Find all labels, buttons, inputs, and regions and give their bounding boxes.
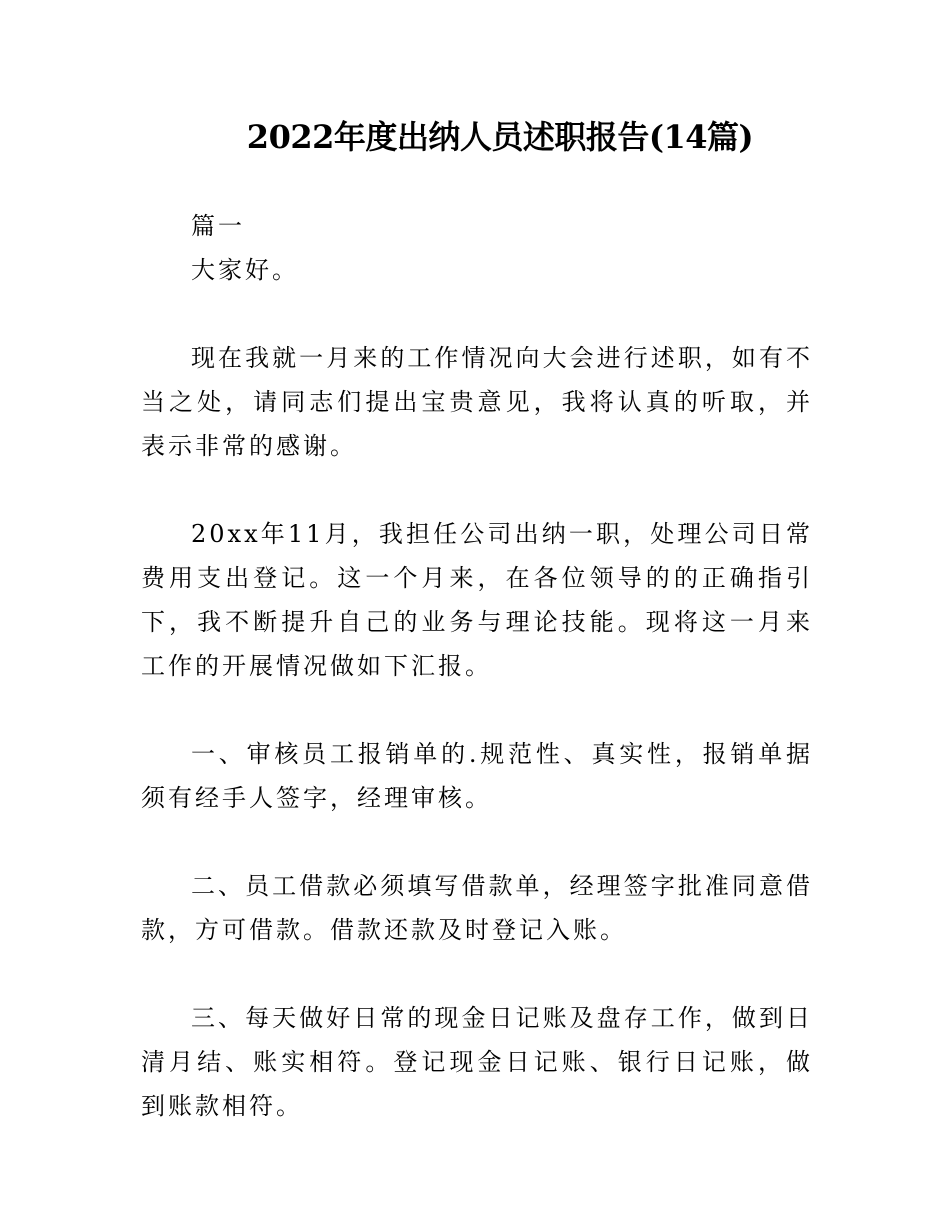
- paragraph: 现在我就一月来的工作情况向大会进行述职，如有不当之处，请同志们提出宝贵意见，我将认真的听取，并表示非常的感谢。: [141, 344, 813, 460]
- paragraph: 二、员工借款必须填写借款单，经理签字批准同意借款，方可借款。借款还款及时登记入账。: [141, 872, 813, 944]
- paragraph: 三、每天做好日常的现金日记账及盘存工作，做到日清月结、账实相符。登记现金日记账、银行日记账，做到账款相符。: [141, 1004, 813, 1120]
- document-title: 2022年度出纳人员述职报告(14篇): [246, 118, 754, 156]
- paragraph-spacer: [141, 688, 813, 732]
- document-body: [141, 204, 813, 1128]
- greeting: 大家好。: [191, 256, 299, 284]
- paragraph: 20xx年11月，我担任公司出纳一职，处理公司日常费用支出登记。这一个月来，在各位领导的的正确指引下，我不断提升自己的业务与理论技能。现将这一月来工作的开展情况做如下汇报。: [141, 520, 813, 680]
- paragraph-spacer: [141, 820, 813, 864]
- paragraph: 一、审核员工报销单的.规范性、真实性，报销单据须有经手人签字，经理审核。: [141, 740, 813, 812]
- paragraph-spacer: [141, 468, 813, 512]
- paragraph-spacer: [141, 292, 813, 336]
- paragraph-spacer: [141, 952, 813, 996]
- section-label: 篇一: [191, 212, 245, 240]
